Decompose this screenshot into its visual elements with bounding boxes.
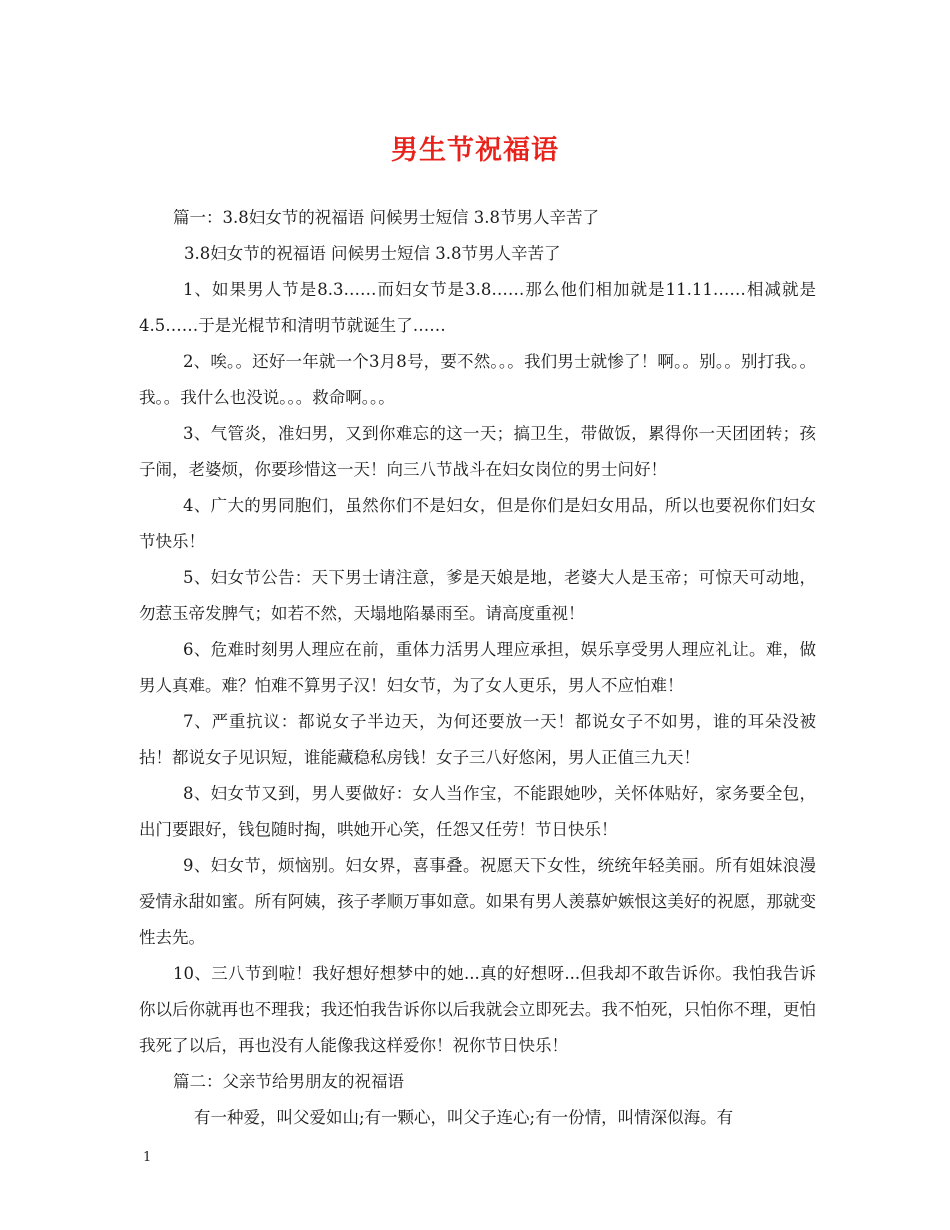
greeting-item-1: 1、如果男人节是8.3……而妇女节是3.8……那么他们相加就是11.11……相减就是4.5……于是光棍节和清明节就诞生了…… — [139, 280, 816, 335]
greeting-item-2: 2、唉。。还好一年就一个3月8号，要不然。。。我们男士就惨了！啊。。别。。别打我。。我。。我什么也没说。。。救命啊。。。 — [139, 352, 816, 407]
greeting-item-7: 7、严重抗议：都说女子半边天，为何还要放一天！都说女子不如男，谁的耳朵没被拈！都说女子见识短，谁能藏稳私房钱！女子三八好悠闲，男人正值三九天！ — [139, 712, 816, 767]
greeting-item-3: 3、气管炎，准妇男，又到你难忘的这一天；搞卫生，带做饭，累得你一天团团转；孩子闹，老婆烦，你要珍惜这一天！向三八节战斗在妇女岗位的男士问好！ — [139, 424, 816, 479]
greeting-item-8: 8、妇女节又到，男人要做好：女人当作宝，不能跟她吵，关怀体贴好，家务要全包，出门要跟好，钱包随时掏，哄她开心笑，任怨又任劳！节日快乐！ — [139, 784, 816, 839]
section-subtitle: 3.8妇女节的祝福语 问候男士短信 3.8节男人辛苦了 — [184, 244, 561, 263]
greeting-item-9: 9、妇女节，烦恼别。妇女界，喜事叠。祝愿天下女性，统统年轻美丽。所有姐妹浪漫爱情永甜如蜜。所有阿姨，孩子孝顺万事如意。如果有男人羡慕妒嫉恨这美好的祝愿，那就变性去先。 — [139, 856, 816, 947]
greeting-item-5: 5、妇女节公告：天下男士请注意，爹是天娘是地，老婆大人是玉帝；可惊天可动地，勿惹玉帝发脾气；如若不然，天塌地陷暴雨至。请高度重视！ — [139, 568, 816, 623]
greeting-item-4: 4、广大的男同胞们，虽然你们不是妇女，但是你们是妇女用品，所以也要祝你们妇女节快乐！ — [139, 496, 816, 551]
page-number: 1 — [143, 1150, 152, 1165]
section-heading-2: 篇二：父亲节给男朋友的祝福语 — [173, 1072, 404, 1091]
document-title: 男生节祝福语 — [391, 135, 559, 166]
greeting-item-10: 10、三八节到啦！我好想好想梦中的她...真的好想呀...但我却不敢告诉你。我怕我告诉你以后你就再也不理我；我还怕我告诉你以后我就会立即死去。我不怕死，只怕你不理，更怕我死了以后，再也没有人能像我这样爱你！祝你节日快乐！ — [139, 964, 816, 1055]
section-heading-1: 篇一：3.8妇女节的祝福语 问候男士短信 3.8节男人辛苦了 — [173, 208, 599, 227]
greeting-item-6: 6、危难时刻男人理应在前，重体力活男人理应承担，娱乐享受男人理应礼让。难，做男人真难。难？怕难不算男子汉！妇女节，为了女人更乐，男人不应怕难！ — [139, 640, 816, 695]
section-2-paragraph: 有一种爱，叫父爱如山;有一颗心，叫父子连心;有一份情，叫情深似海。有 — [194, 1108, 734, 1127]
document-body — [139, 200, 816, 1136]
